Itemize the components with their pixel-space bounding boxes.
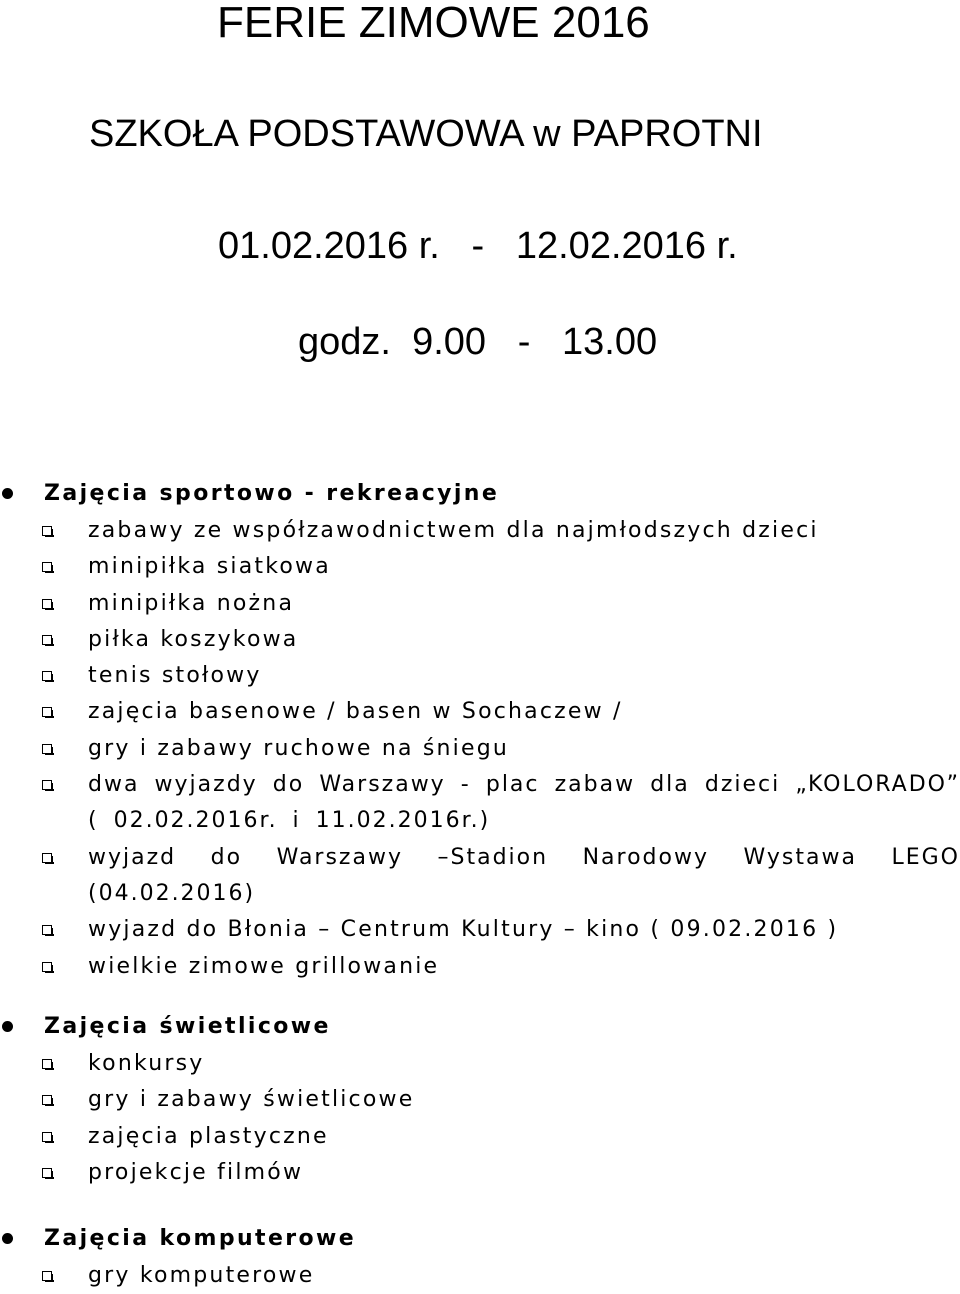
list-item bbox=[0, 622, 960, 658]
bullet-icon bbox=[2, 1021, 13, 1032]
checkbox-bullet-icon bbox=[42, 1132, 52, 1142]
list-item bbox=[0, 1119, 960, 1155]
hours: godz. 9.00 - 13.00 bbox=[298, 321, 658, 363]
list-item bbox=[0, 840, 960, 913]
checkbox-bullet-icon bbox=[42, 853, 52, 863]
list-item-label: wielkie zimowe grillowanie bbox=[88, 953, 440, 979]
list-item bbox=[0, 586, 960, 622]
list-item bbox=[0, 658, 960, 694]
date-range: 01.02.2016 r. - 12.02.2016 r. bbox=[218, 225, 738, 267]
list-item-label: wyjazd do Błonia – Centrum Kultury – kino ( 09.02.2016 ) bbox=[88, 917, 839, 943]
school-name: SZKOŁA PODSTAWOWA w PAPROTNI bbox=[89, 113, 763, 155]
list-item bbox=[0, 1046, 960, 1082]
section-title: Zajęcia sportowo - rekreacyjne bbox=[44, 481, 500, 506]
list-item-label: gry i zabawy ruchowe na śniegu bbox=[88, 735, 509, 761]
section-computer bbox=[0, 1222, 960, 1294]
page-title: FERIE ZIMOWE 2016 bbox=[217, 0, 650, 47]
checkbox-bullet-icon bbox=[42, 599, 52, 609]
list-item-label: zabawy ze współzawodnictwem dla najmłodszych dzieci bbox=[88, 518, 819, 543]
list-item bbox=[0, 949, 960, 985]
list-item bbox=[0, 767, 960, 840]
list-item bbox=[0, 694, 960, 730]
activity-list bbox=[0, 1046, 960, 1191]
section-sport bbox=[0, 477, 960, 985]
section-header bbox=[0, 1222, 960, 1258]
section-header bbox=[0, 1010, 960, 1046]
section-title: Zajęcia świetlicowe bbox=[44, 1014, 331, 1039]
checkbox-bullet-icon bbox=[42, 526, 52, 536]
list-item-label: zajęcia basenowe / basen w Sochaczew / bbox=[88, 699, 623, 725]
list-item bbox=[0, 731, 960, 767]
list-item bbox=[0, 912, 960, 948]
checkbox-bullet-icon bbox=[42, 1271, 52, 1281]
list-item-label: wyjazd do Warszawy –Stadion Narodowy Wystawa LEGO (04.02.2016) bbox=[88, 844, 960, 906]
list-item-label: konkursy bbox=[88, 1051, 205, 1076]
list-item bbox=[0, 1082, 960, 1118]
section-common-room bbox=[0, 1010, 960, 1191]
checkbox-bullet-icon bbox=[42, 744, 52, 754]
list-item-label: minipiłka nożna bbox=[88, 590, 295, 616]
list-item-label: tenis stołowy bbox=[88, 663, 262, 689]
list-item bbox=[0, 513, 960, 549]
activity-list bbox=[0, 1258, 960, 1294]
list-item-label: gry komputerowe bbox=[88, 1263, 315, 1288]
checkbox-bullet-icon bbox=[42, 962, 52, 972]
section-title: Zajęcia komputerowe bbox=[44, 1226, 357, 1251]
checkbox-bullet-icon bbox=[42, 671, 52, 681]
checkbox-bullet-icon bbox=[42, 635, 52, 645]
list-item-label: gry i zabawy świetlicowe bbox=[88, 1087, 415, 1113]
list-item-label: dwa wyjazdy do Warszawy - plac zabaw dla dzieci „KOLORADO” ( 02.02.2016r. i 11.02.2016r.) bbox=[88, 772, 960, 834]
section-header bbox=[0, 477, 960, 513]
bullet-icon bbox=[2, 1233, 13, 1244]
bullet-icon bbox=[2, 488, 13, 499]
checkbox-bullet-icon bbox=[42, 780, 52, 790]
list-item-label: projekcje filmów bbox=[88, 1159, 304, 1185]
list-item bbox=[0, 1155, 960, 1191]
checkbox-bullet-icon bbox=[42, 707, 52, 717]
list-item-label: zajęcia plastyczne bbox=[88, 1123, 329, 1149]
checkbox-bullet-icon bbox=[42, 925, 52, 935]
list-item-label: minipiłka siatkowa bbox=[88, 554, 331, 580]
list-item-label: piłka koszykowa bbox=[88, 626, 299, 652]
activity-list bbox=[0, 513, 960, 985]
checkbox-bullet-icon bbox=[42, 562, 52, 572]
list-item bbox=[0, 1258, 960, 1294]
checkbox-bullet-icon bbox=[42, 1095, 52, 1105]
checkbox-bullet-icon bbox=[42, 1059, 52, 1069]
checkbox-bullet-icon bbox=[42, 1168, 52, 1178]
list-item bbox=[0, 549, 960, 585]
